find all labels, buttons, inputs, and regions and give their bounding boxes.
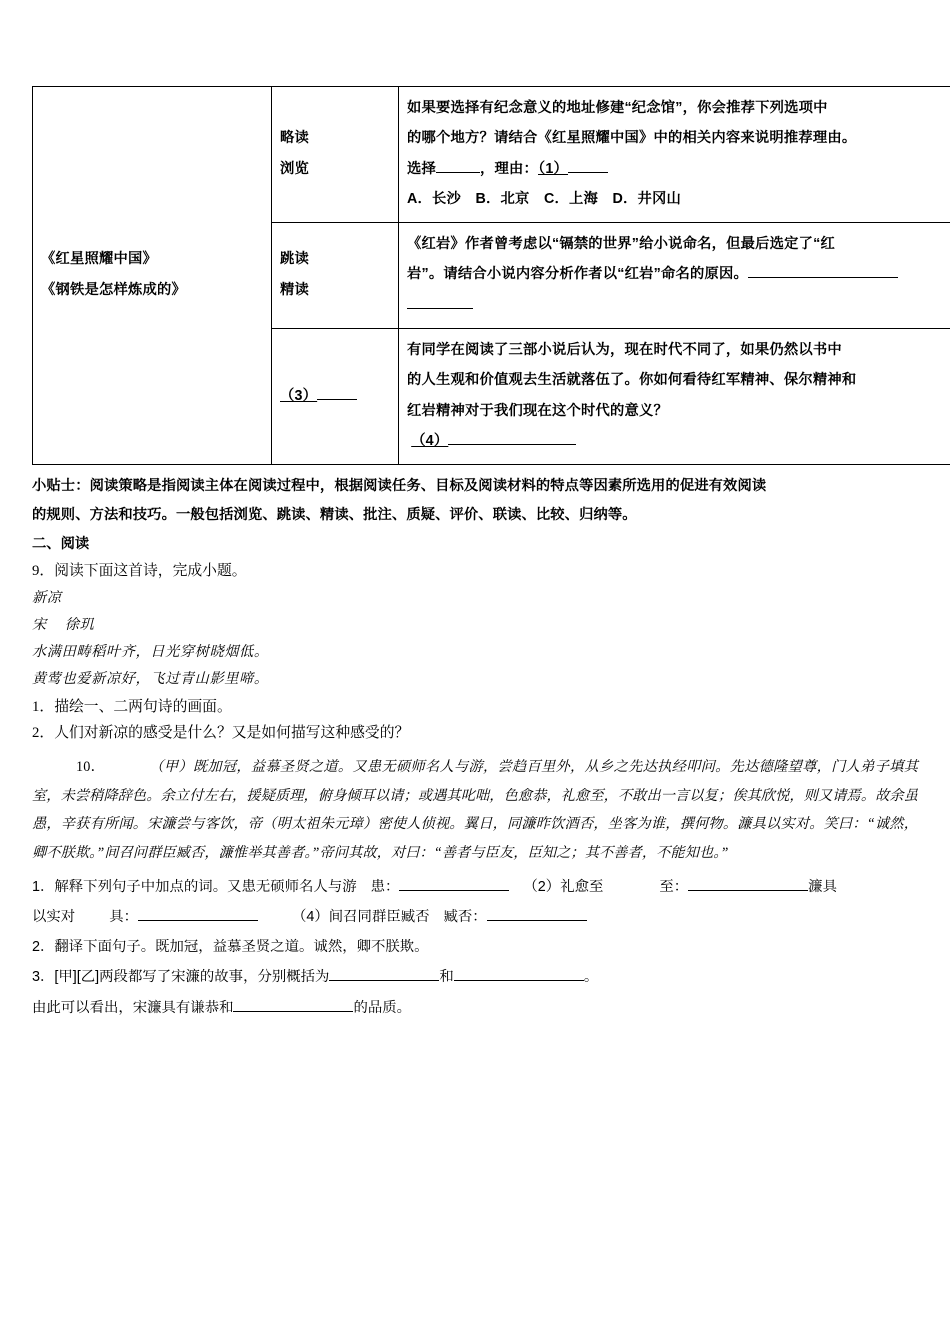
q3-line2-prefix: 由此可以看出，宋濂具有谦恭和 <box>32 999 234 1016</box>
q1-label-1: 患： <box>370 878 400 895</box>
strategy-label-1b: 浏览 <box>280 160 309 177</box>
q1-label-3: 具： <box>109 908 138 925</box>
task-3-line-3: 红岩精神对于我们现在这个时代的意义？ <box>407 402 668 419</box>
classical-passage-number: 10． <box>76 758 106 775</box>
choose-prefix: 选择 <box>407 160 436 177</box>
task-2-line-1: 《红岩》作者曾考虑以“镉禁的世界”给小说命名，但最后选定了“红 <box>407 236 835 253</box>
poem-author-line <box>32 612 918 639</box>
poem-subquestion-1: 1．描绘一、二两句诗的画面。 <box>32 698 232 715</box>
classical-question-3 <box>32 962 918 992</box>
q3-mid: 和 <box>439 969 454 986</box>
answer-blank-q3-2[interactable] <box>454 980 584 981</box>
poem-verse-2: 黄莺也爱新凉好，飞过青山影里啼。 <box>32 671 269 688</box>
classical-question-2: 2．翻译下面句子。既加冠，益慕圣贤之道。诚然，卿不朕欺。 <box>32 939 429 956</box>
books-cell <box>33 87 272 465</box>
poem-verse-1: 水满田畴稻叶齐，日光穿树晓烟低。 <box>32 644 269 661</box>
answer-blank-2a[interactable] <box>748 277 898 278</box>
classical-passage-text: （甲）既加冠，益慕圣贤之道。又患无硕师名人与游，尝趋百里外，从乡之先达执经叩问。先达德隆望尊，门人弟子填其室，未尝稍降辞色。余立付左右，援疑质理，俯身倾耳以请；或遇其叱咄，色愈恭，礼愈至，不敢出一言以复；俟其欣悦，则又请焉。故余虽愚，辛获有所闻。宋濂尝与客饮，帝（明太祖朱元璋）密使人侦视。翼日，同濂昨饮酒否，坐客为谁，撰何物。濂具以实对。笑曰：“诚然，卿不朕欺。”间召问群臣臧否，濂惟举其善者。”帝问其故，对曰：“善者与臣友，臣知之；其不善者，不能知也。” <box>32 758 918 861</box>
section-heading: 二、阅读 <box>32 536 90 553</box>
q1-item-4: （4）间召同群臣臧否 <box>291 908 430 925</box>
task-3-line-4 <box>407 426 950 456</box>
answer-blank-2b[interactable] <box>407 308 473 309</box>
answer-blank-4[interactable] <box>448 444 576 445</box>
answer-blank-q1-2[interactable] <box>688 890 808 891</box>
poem-question-prompt: 9．阅读下面这首诗，完成小题。 <box>32 562 247 579</box>
strategy-cell-1 <box>272 87 399 223</box>
task-1-options: A．长沙 B．北京 C．上海 D．井冈山 <box>407 190 682 207</box>
answer-blank-1[interactable] <box>568 172 608 173</box>
task-3-line-2: 的人生观和价值观去生活就落伍了。你如何看待红军精神、保尔精神和 <box>407 372 857 389</box>
classical-passage <box>32 753 918 868</box>
q1-item-2: （2）礼愈至 <box>523 878 604 895</box>
task-1-line-1: 如果要选择有纪念意义的地址修建“纪念馆”，你会推荐下列选项中 <box>407 100 828 116</box>
task-1-line-2: 的哪个地方？请结合《红星照耀中国》中的相关内容来说明推荐理由。 <box>407 130 857 147</box>
tips-line-2: 的规则、方法和技巧。一般包括浏览、跳读、精读、批注、质疑、评价、联读、比较、归纳等。 <box>32 506 637 523</box>
poem-dynasty: 宋 <box>32 616 47 633</box>
task-2-line-2 <box>407 259 950 289</box>
q3-prefix: 3．[甲][乙]两段都写了宋濂的故事，分别概括为 <box>32 969 330 986</box>
book-title-2: 《钢铁是怎样炼成的》 <box>41 281 186 298</box>
task-3-line-1: 有同学在阅读了三部小说后认为，现在时代不同了，如果仍然以书中 <box>407 342 842 359</box>
task-cell-3 <box>399 329 950 465</box>
q1-prefix: 1．解释下列句子中加点的词。又患无硕师名人与游 <box>32 878 357 895</box>
table-row <box>33 87 950 223</box>
strategy-cell-2 <box>272 223 399 329</box>
task-1-number: （1） <box>538 160 568 177</box>
q1-tail: 濂具 <box>808 878 837 895</box>
q1-label-2: 至： <box>659 878 689 895</box>
strategy-label-1a: 略读 <box>280 130 309 147</box>
tips-paragraph <box>32 472 918 529</box>
classical-question-1-cont <box>32 902 918 932</box>
book-title-1: 《红星照耀中国》 <box>41 251 157 268</box>
answer-blank-choice[interactable] <box>436 172 480 173</box>
poem-subquestion-2: 2．人们对新凉的感受是什么？又是如何描写这种感受的？ <box>32 725 410 742</box>
classical-question-3-cont <box>32 993 918 1023</box>
strategy-label-2b: 精读 <box>280 281 309 298</box>
tips-line-1: 小贴士：阅读策略是指阅读主体在阅读过程中，根据阅读任务、目标及阅读材料的特点等因素所选用的促进有效阅读 <box>32 478 767 495</box>
poem-title: 新凉 <box>32 589 62 606</box>
answer-blank-q3-3[interactable] <box>233 1011 353 1012</box>
q1-label-4: 臧否： <box>443 908 487 925</box>
task-1-line-3 <box>407 154 950 184</box>
reason-label: ，理由： <box>480 160 538 177</box>
q3-end: 。 <box>583 969 599 986</box>
task-3-number: （3） <box>280 387 318 404</box>
task-4-number: （4） <box>411 432 449 449</box>
answer-blank-q1-4[interactable] <box>487 920 587 921</box>
poem-author: 徐玑 <box>64 616 95 633</box>
answer-blank-q1-3[interactable] <box>138 920 258 921</box>
strategy-label-2a: 跳读 <box>280 251 309 268</box>
answer-blank-q1-1[interactable] <box>399 890 509 891</box>
task-cell-1 <box>399 87 950 223</box>
strategy-cell-3 <box>272 329 399 465</box>
answer-blank-3[interactable] <box>317 399 357 400</box>
task-2-line-3 <box>407 290 950 320</box>
answer-blank-q3-1[interactable] <box>329 980 439 981</box>
classical-question-1 <box>32 872 918 902</box>
task-cell-2 <box>399 223 950 329</box>
task-2-text: 岩”。请结合小说内容分析作者以“红岩”命名的原因。 <box>407 266 748 283</box>
q1-line2-prefix: 以实对 <box>32 908 76 925</box>
reading-strategy-table <box>32 86 950 465</box>
q3-line2-end: 的品质。 <box>353 999 412 1016</box>
